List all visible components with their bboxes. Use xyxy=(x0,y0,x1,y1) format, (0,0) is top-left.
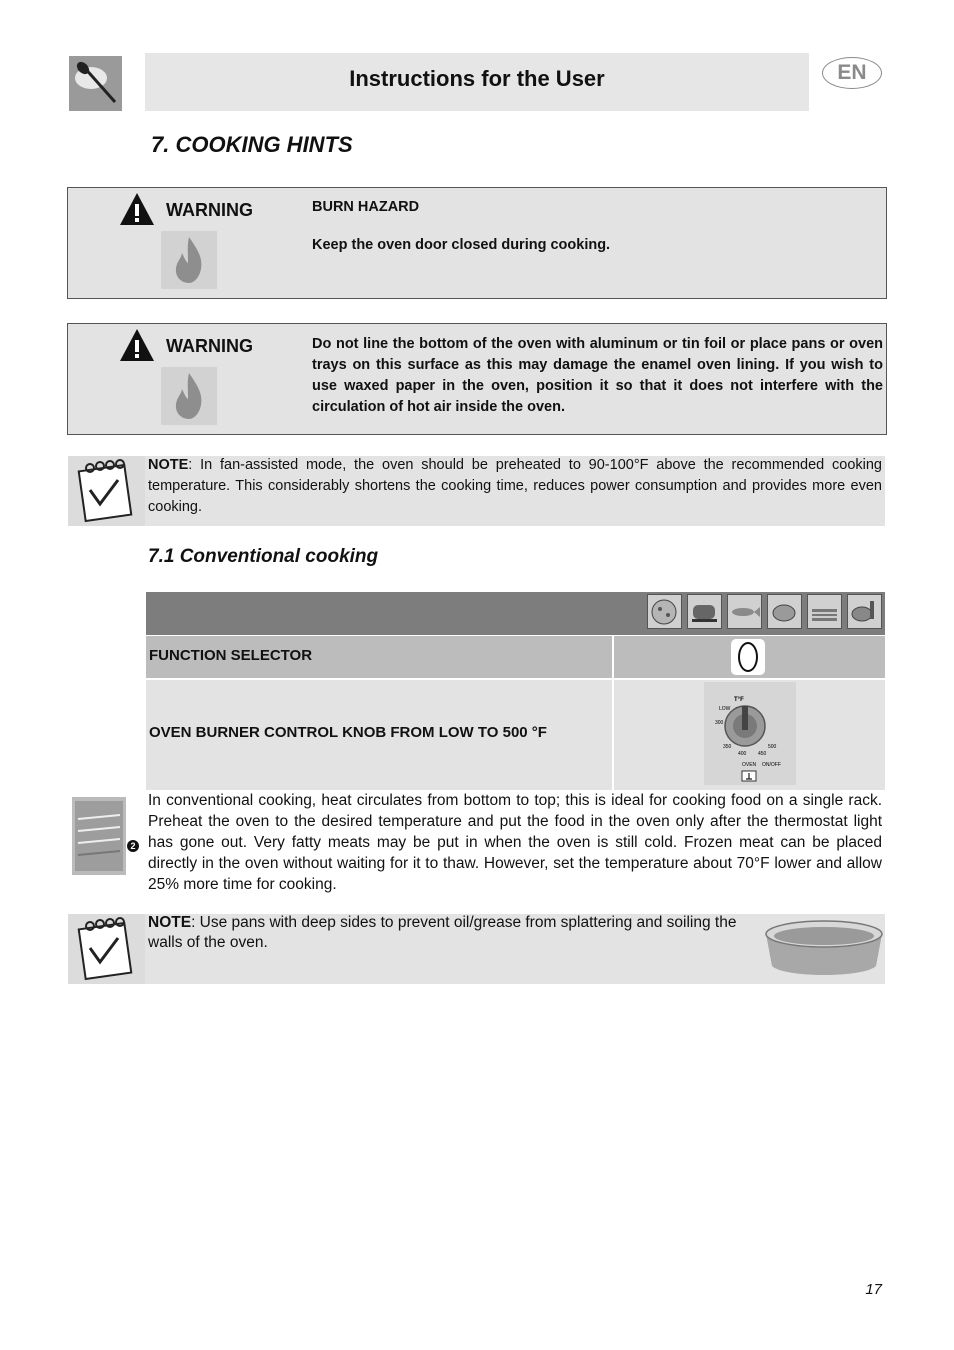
function-selector-symbol xyxy=(731,639,765,675)
language-badge: EN xyxy=(822,57,882,89)
page-number: 17 xyxy=(865,1281,882,1298)
warning-triangle-icon xyxy=(120,193,154,225)
knob-label-onoff: ON/OFF xyxy=(762,762,781,768)
oven-knob-icon xyxy=(704,682,796,785)
table-row xyxy=(146,680,612,790)
warning-text: Keep the oven door closed during cooking. xyxy=(312,237,611,253)
note-text xyxy=(148,455,882,518)
bread-icon xyxy=(687,594,722,629)
note-body: : Use pans with deep sides to prevent oil/grease from splattering and soiling the walls of the oven. xyxy=(148,914,737,951)
knob-label-low: LOW xyxy=(719,706,731,712)
pizza-icon xyxy=(647,594,682,629)
conventional-cooking-text: In conventional cooking, heat circulates from bottom to top; this is ideal for cooking food on a single rack. Preheat the oven to the desired temperature and put the food in the oven only after the thermostat light has gone out. Very fatty meats may be put in when the oven is still cold. Frozen meat can be placed directly in the oven without waiting for it to thaw. However, set the temperature about 70°F lower and allow 25% more time for cooking. xyxy=(148,792,882,893)
knob-label-300: 300 xyxy=(715,720,724,726)
knob-label-450: 450 xyxy=(758,751,767,757)
note-label: NOTE xyxy=(148,914,192,931)
notepad-check-icon xyxy=(68,914,145,984)
fish-icon xyxy=(727,594,762,629)
note-label: NOTE xyxy=(148,457,189,473)
poultry-icon xyxy=(767,594,802,629)
function-selector-label: FUNCTION SELECTOR xyxy=(149,647,313,664)
knob-label-oven: OVEN xyxy=(742,762,757,768)
rack-number-badge: 2 xyxy=(127,840,139,852)
note-text xyxy=(148,913,760,953)
warning-box-burn-hazard xyxy=(67,187,887,299)
warning-box-oven-lining xyxy=(67,323,887,435)
notepad-check-icon xyxy=(68,456,145,526)
knob-label-400: 400 xyxy=(738,751,747,757)
warning-heading: BURN HAZARD xyxy=(312,199,420,215)
note-body: : In fan-assisted mode, the oven should be preheated to 90-100°F above the recommended cooking temperature. This considerably shortens the cooking time, reduces power consumption and provides more even cooking. xyxy=(148,457,882,515)
warning-text: Do not line the bottom of the oven with aluminum or tin foil or place pans or oven trays on this surface as this may damage the enamel oven lining. If you wish to use waxed paper in the oven, position it so that it does not interfere with the circulation of hot air inside the oven. xyxy=(312,336,883,415)
oven-rack-icon xyxy=(72,797,126,875)
knob-label-350: 350 xyxy=(723,744,732,750)
knob-label-tpf: T°F xyxy=(734,697,744,703)
table-row xyxy=(146,636,612,678)
table-row xyxy=(614,680,885,790)
brand-logo xyxy=(69,56,122,111)
flame-icon xyxy=(161,231,217,289)
burner-knob-label: OVEN BURNER CONTROL KNOB FROM LOW TO 500 °F xyxy=(149,724,547,741)
meat-icon xyxy=(847,594,882,629)
cake-icon xyxy=(807,594,842,629)
warning-label: WARNING xyxy=(166,336,253,356)
section-title: 7. COOKING HINTS xyxy=(151,132,353,157)
knob-label-500: 500 xyxy=(768,744,777,750)
table-row xyxy=(614,636,885,678)
subsection-title: 7.1 Conventional cooking xyxy=(148,546,379,567)
warning-triangle-icon xyxy=(120,329,154,361)
warning-label: WARNING xyxy=(166,200,253,220)
deep-pan-icon xyxy=(764,918,884,980)
header-title: Instructions for the User xyxy=(349,66,605,91)
flame-icon xyxy=(161,367,217,425)
